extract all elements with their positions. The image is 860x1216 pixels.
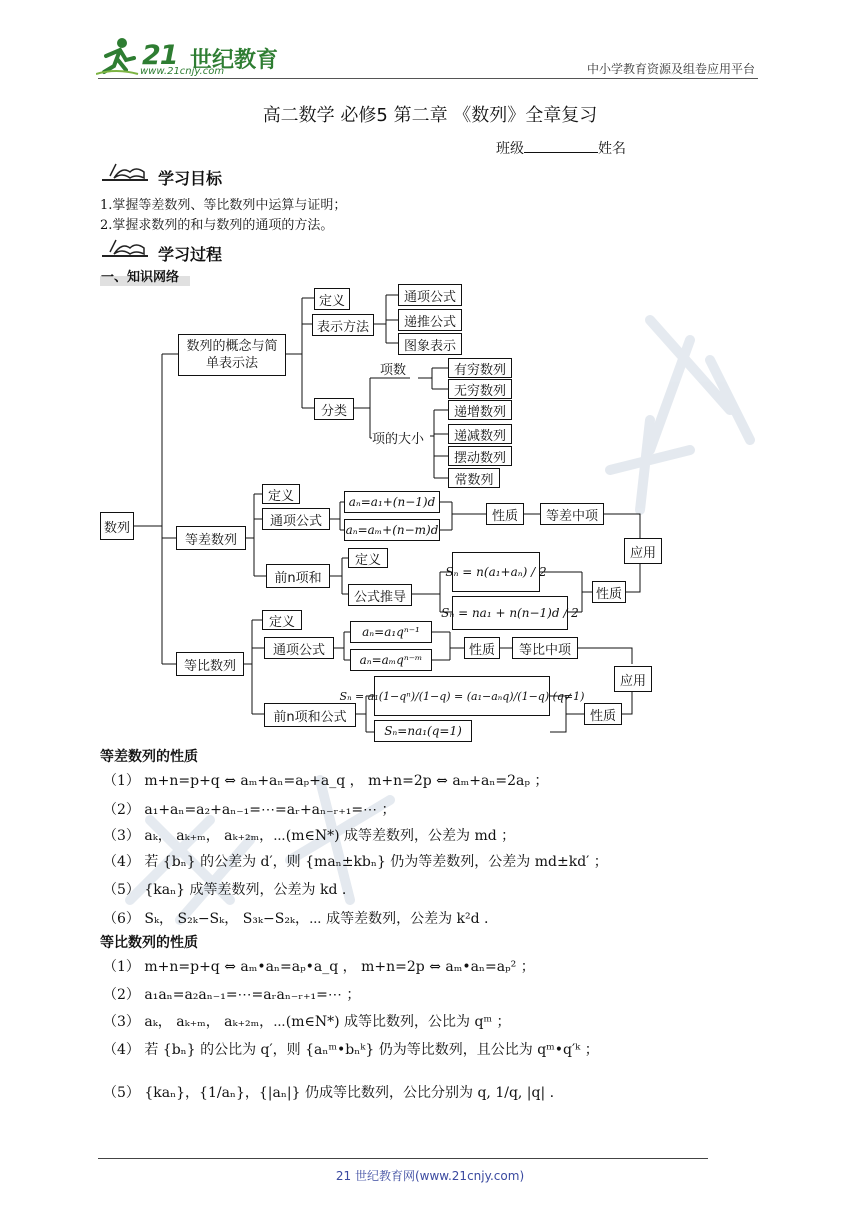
- goal-item: 1.掌握等差数列、等比数列中运算与证明；: [100, 198, 347, 213]
- geo-formula-box: aₙ=a₁qⁿ⁻¹: [350, 621, 432, 643]
- geo-prop-item: （5） {kaₙ}，{1/aₙ}，{|aₙ|} 仍成等比数列，公比分别为 q, 1/q, |q| .: [103, 1085, 555, 1101]
- arith-prop-item: （4） 若 {bₙ} 的公差为 d′，则 {maₙ±kbₙ} 仍为等差数列，公差为 md±kd′ ；: [103, 854, 608, 870]
- geo-prop-item: （3） aₖ， aₖ₊ₘ， aₖ₊₂ₘ，⋯(m∈N*) 成等比数列，公比为 qᵐ ；: [103, 1014, 511, 1030]
- arith-property-box: 性质: [486, 503, 524, 525]
- representation-box: 表示方法: [312, 314, 374, 336]
- name-label: 姓名: [598, 141, 626, 157]
- arith-formula-box: aₙ=a₁+(n−1)d: [344, 491, 440, 513]
- geo-formula-box: aₙ=aₘqⁿ⁻ᵐ: [350, 649, 432, 671]
- arith-sum-box: 前n项和: [266, 564, 330, 588]
- geo-props-heading: 等比数列的性质: [100, 935, 198, 951]
- geo-apply-box: 应用: [614, 666, 652, 692]
- arith-prop-item: （5） {kaₙ} 成等差数列，公差为 kd .: [103, 882, 347, 898]
- logo-number: 21: [142, 40, 178, 71]
- goals-heading: 学习目标: [158, 169, 223, 188]
- geo-sum-box: 前n项和公式: [264, 703, 356, 727]
- geo-prop-item: （2） a₁aₙ=a₂aₙ₋₁=⋯=aᵣaₙ₋ᵣ₊₁=⋯ ；: [103, 987, 361, 1003]
- arith-sum-def-box: 定义: [348, 548, 388, 568]
- arith-derive-box: 公式推导: [348, 584, 412, 606]
- geo-sum-property-box: 性质: [584, 703, 622, 725]
- definition-box: 定义: [314, 288, 350, 310]
- rep-item-box: 图象表示: [398, 333, 462, 355]
- class-label: 班级: [496, 141, 524, 157]
- arith-sum-formula-box: Sₙ = n(a₁+aₙ) / 2: [452, 552, 540, 592]
- knowledge-network-heading: 一、知识网络: [101, 270, 180, 285]
- arith-prop-item: （2） a₁+aₙ=a₂+aₙ₋₁=⋯=aᵣ+aₙ₋ᵣ₊₁=⋯ ；: [103, 802, 396, 818]
- arith-box: 等差数列: [176, 526, 246, 550]
- arith-sum-property-box: 性质: [592, 581, 626, 603]
- arith-apply-box: 应用: [624, 538, 662, 564]
- geo-sum-formula-box: Sₙ=na₁(q=1): [374, 720, 472, 742]
- arith-general-box: 通项公式: [262, 508, 330, 530]
- size-item-box: 摆动数列: [448, 446, 512, 466]
- header-platform-name: 中小学教育资源及组卷应用平台: [586, 62, 755, 76]
- logo-url: www.21cnjy.com: [140, 66, 225, 77]
- by-size-label: 项的大小: [372, 432, 425, 447]
- count-item-box: 无穷数列: [448, 379, 512, 399]
- arith-sum-formula-box: Sₙ = na₁ + n(n−1)d / 2: [452, 596, 568, 630]
- process-heading: 学习过程: [158, 245, 223, 264]
- geo-box: 等比数列: [176, 652, 244, 676]
- rep-item-box: 递推公式: [398, 309, 462, 331]
- size-item-box: 递减数列: [448, 424, 512, 444]
- geo-general-box: 通项公式: [264, 637, 334, 659]
- footer-divider: [98, 1158, 708, 1159]
- page-title: 高二数学 必修5 第二章 《数列》全章复习: [262, 105, 598, 126]
- arith-def-box: 定义: [262, 484, 300, 504]
- arith-prop-item: （6） Sₖ， S₂ₖ−Sₖ， S₃ₖ−S₂ₖ，⋯ 成等差数列，公差为 k²d .: [103, 911, 489, 927]
- logo-text: 世纪教育: [190, 48, 279, 73]
- arith-prop-item: （1） m+n=p+q ⇔ aₘ+aₙ=aₚ+a_q ， m+n=2p ⇔ aₘ+aₙ=2aₚ ；: [103, 773, 549, 789]
- geo-prop-item: （4） 若 {bₙ} 的公比为 q′，则 {aₙᵐ•bₙᵏ} 仍为等比数列，且公比为 qᵐ•q′ᵏ ；: [103, 1042, 599, 1058]
- classification-box: 分类: [314, 398, 354, 420]
- geo-prop-item: （1） m+n=p+q ⇔ aₘ•aₙ=aₚ•a_q ， m+n=2p ⇔ aₘ•aₙ=aₚ² ；: [103, 959, 535, 975]
- diagram-root: 数列: [100, 512, 134, 540]
- by-count-label: 项数: [380, 363, 407, 378]
- size-item-box: 常数列: [448, 468, 500, 488]
- count-item-box: 有穷数列: [448, 358, 512, 378]
- rep-item-box: 通项公式: [398, 284, 462, 306]
- arith-props-heading: 等差数列的性质: [100, 749, 198, 765]
- geo-property-box: 性质: [464, 637, 500, 659]
- footer-text: 21 世纪教育网(www.21cnjy.com): [335, 1169, 525, 1183]
- arith-formula-box: aₙ=aₘ+(n−m)d: [344, 519, 440, 541]
- goal-item: 2.掌握求数列的和与数列的通项的方法。: [100, 218, 334, 233]
- arith-mean-box: 等差中项: [540, 503, 604, 525]
- size-item-box: 递增数列: [448, 400, 512, 420]
- arith-prop-item: （3） aₖ， aₖ₊ₘ， aₖ₊₂ₘ，⋯(m∈N*) 成等差数列，公差为 md ；: [103, 828, 516, 844]
- geo-def-box: 定义: [262, 610, 302, 630]
- geo-sum-formula-box: Sₙ = a₁(1−qⁿ)/(1−q) = (a₁−aₙq)/(1−q) (q≠1): [374, 676, 550, 716]
- geo-mean-box: 等比中项: [512, 637, 578, 659]
- concept-box: 数列的概念与简单表示法: [178, 334, 286, 376]
